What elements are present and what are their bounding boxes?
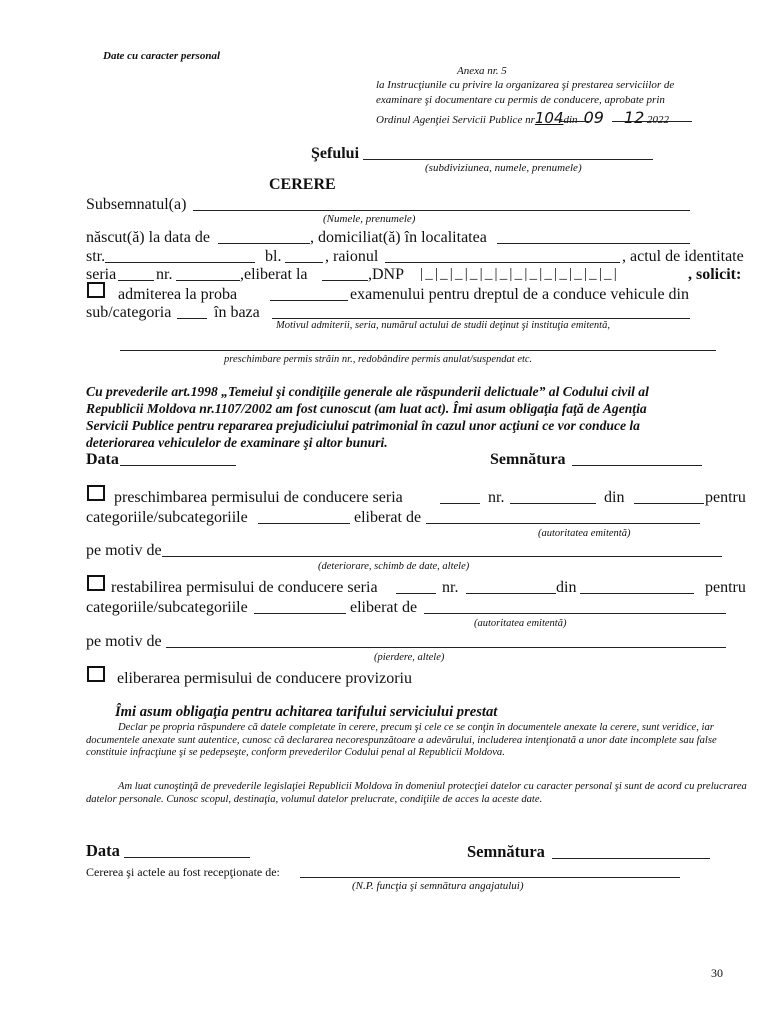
domicile-label: , domiciliat(ă) în localitatea bbox=[310, 229, 487, 246]
liability-signature-field[interactable] bbox=[572, 465, 702, 466]
annex-order-label: Ordinul Agenţiei Servicii Publice nr bbox=[376, 114, 535, 126]
birth-date-field[interactable] bbox=[218, 243, 310, 244]
exchange-reason-field[interactable] bbox=[162, 556, 722, 557]
number-label: nr. bbox=[156, 266, 173, 283]
received-by-label: Cererea şi actele au fost recepţionate de: bbox=[86, 865, 280, 879]
restore-for-label: pentru bbox=[705, 579, 746, 596]
exam-category-field[interactable] bbox=[177, 318, 207, 319]
exchange-categories-label: categoriile/subcategoriile bbox=[86, 509, 248, 526]
restore-issuer-field[interactable] bbox=[424, 613, 726, 614]
exam-checkbox[interactable] bbox=[87, 282, 105, 298]
annex-order-number: 104 bbox=[534, 109, 564, 127]
series-label: seria bbox=[86, 266, 117, 283]
annex-order-underline bbox=[560, 121, 590, 122]
exchange-from-label: din bbox=[604, 489, 625, 506]
annex-line-2: examinare şi documentare cu permis de conducere, aprobate prin bbox=[376, 94, 665, 106]
district-field[interactable] bbox=[385, 262, 620, 263]
exam-text-3: sub/categoria bbox=[86, 304, 172, 321]
id-number-field[interactable] bbox=[176, 280, 240, 281]
annex-month: 12 bbox=[623, 108, 645, 127]
restore-checkbox[interactable] bbox=[87, 575, 105, 591]
restore-number-field[interactable] bbox=[466, 593, 556, 594]
name-field[interactable] bbox=[193, 210, 690, 211]
liability-line-1: Cu prevederile art.1998 „Temeiul şi condiţiile generale ale răspunderii delictuale” al Codului civil al bbox=[86, 384, 649, 399]
received-by-field[interactable] bbox=[300, 877, 680, 878]
block-field[interactable] bbox=[285, 262, 323, 263]
restore-from-label: din bbox=[556, 579, 577, 596]
request-label: , solicit: bbox=[688, 266, 742, 283]
footer-signature-field[interactable] bbox=[552, 858, 710, 859]
id-document-label: , actul de identitate bbox=[622, 248, 744, 265]
exchange-authority-hint: (autoritatea emitentă) bbox=[538, 528, 631, 539]
liability-date-label: Data bbox=[86, 451, 119, 468]
liability-line-2: Republicii Moldova nr.1107/2002 am fost cunoscut (am luat act). Îmi asum obligaţia faţă de Agenţia bbox=[86, 401, 647, 416]
id-series-field[interactable] bbox=[118, 280, 154, 281]
personal-data-note: Date cu caracter personal bbox=[103, 50, 221, 62]
exchange-text-1: preschimbarea permisului de conducere seria bbox=[114, 489, 403, 506]
payment-heading: Îmi asum obligaţia pentru achitarea tarifului serviciului prestat bbox=[115, 704, 498, 720]
declaration-paragraph-1: Declar pe propria răspundere că datele completate în cerere, precum şi cele ce se conţin în documentele anexate la cerere, sunt veridice, iar documentele anexate sunt autentice, cunosc că declararea necorespunzătoare a adevărului, includerea intenţionată a unor date incomplete sau false constituie infracţiune şi se pedepseşte, conform prevederilor Codului penal al Republicii Moldova. bbox=[86, 722, 717, 759]
annex-line-3 bbox=[376, 110, 669, 126]
district-label: , raionul bbox=[325, 248, 379, 265]
exchange-date-field[interactable] bbox=[634, 503, 704, 504]
provisional-text: eliberarea permisului de conducere provizoriu bbox=[117, 670, 412, 687]
exam-text-1: admiterea la proba bbox=[118, 286, 238, 303]
issue-date-field[interactable] bbox=[322, 280, 368, 281]
name-hint: (Numele, prenumele) bbox=[323, 213, 416, 225]
addressee-label: Şefului bbox=[311, 145, 360, 162]
dnp-cells[interactable]: |_|_|_|_|_|_|_|_|_|_|_|_|_| bbox=[420, 266, 619, 282]
exam-test-field[interactable] bbox=[270, 300, 348, 301]
restore-categories-label: categoriile/subcategoriile bbox=[86, 599, 248, 616]
liability-line-3: Servicii Publice pentru repararea prejudiciului patrimonial în cazul unor acţiuni ce vor conduce la bbox=[86, 418, 640, 433]
exchange-number-field[interactable] bbox=[510, 503, 596, 504]
restore-reason-label: pe motiv de bbox=[86, 633, 162, 650]
restore-reason-hint: (pierdere, altele) bbox=[374, 652, 445, 663]
exchange-series-field[interactable] bbox=[440, 503, 480, 504]
restore-categories-field[interactable] bbox=[254, 613, 346, 614]
exchange-checkbox[interactable] bbox=[87, 485, 105, 501]
exchange-categories-field[interactable] bbox=[258, 523, 350, 524]
exam-text-4: în baza bbox=[214, 304, 260, 321]
annex-title: Anexa nr. 5 bbox=[457, 65, 507, 77]
declaration-paragraph-2: Am luat cunoştinţă de prevederile legislaţiei Republicii Moldova în domeniul protecţiei datelor cu caracter personal şi sunt de acord cu prelucrarea datelor personale. Cunosc scopul, destinaţia, volumul datelor prelucrate, condiţiile de acces la aceste date. bbox=[86, 781, 747, 805]
restore-date-field[interactable] bbox=[580, 593, 694, 594]
exchange-nr-label: nr. bbox=[488, 489, 505, 506]
annex-year: 2022 bbox=[647, 114, 670, 126]
exchange-issuer-field[interactable] bbox=[426, 523, 700, 524]
provisional-checkbox[interactable] bbox=[87, 666, 105, 682]
addressee-field[interactable] bbox=[363, 159, 653, 160]
annex-day: 09 bbox=[583, 108, 604, 127]
block-label: bl. bbox=[265, 248, 282, 265]
exchange-reason-hint: (deteriorare, schimb de date, altele) bbox=[318, 561, 470, 572]
received-by-hint: (N.P. funcţia şi semnătura angajatului) bbox=[352, 880, 524, 892]
restore-issued-by-label: eliberat de bbox=[350, 599, 418, 616]
liability-line-4: deteriorarea vehiculelor de examinare şi altor bunuri. bbox=[86, 435, 388, 450]
exam-basis-field[interactable] bbox=[272, 318, 690, 319]
liability-date-field[interactable] bbox=[120, 465, 236, 466]
annex-date-underline bbox=[612, 121, 692, 122]
restore-authority-hint: (autoritatea emitentă) bbox=[474, 618, 567, 629]
form-title: CERERE bbox=[269, 176, 336, 193]
restore-text-1: restabilirea permisului de conducere seria bbox=[111, 579, 378, 596]
exam-hint-1: Motivul admiterii, seria, numărul actului de studii deţinut şi instituţia emitentă, bbox=[276, 320, 610, 331]
footer-signature-label: Semnătura bbox=[467, 842, 545, 861]
footer-date-field[interactable] bbox=[124, 857, 250, 858]
exchange-for-label: pentru bbox=[705, 489, 746, 506]
exam-basis-field-2[interactable] bbox=[120, 350, 716, 351]
street-label: str. bbox=[86, 248, 106, 265]
born-label: născut(ă) la data de bbox=[86, 229, 210, 246]
dnp-label: ,DNP bbox=[368, 266, 405, 283]
locality-field[interactable] bbox=[497, 243, 690, 244]
addressee-hint: (subdiviziunea, numele, prenumele) bbox=[425, 162, 582, 174]
street-field[interactable] bbox=[105, 262, 255, 263]
exchange-reason-label: pe motiv de bbox=[86, 542, 162, 559]
restore-nr-label: nr. bbox=[442, 579, 459, 596]
exam-text-2: examenului pentru dreptul de a conduce vehicule din bbox=[350, 286, 689, 303]
footer-date-label: Data bbox=[86, 841, 120, 860]
exchange-issued-by-label: eliberat de bbox=[354, 509, 422, 526]
exam-hint-2: preschimbare permis străin nr., redobândire permis anulat/suspendat etc. bbox=[224, 354, 533, 365]
undersigned-label: Subsemnatul(a) bbox=[86, 196, 187, 213]
restore-reason-field[interactable] bbox=[166, 647, 726, 648]
issued-at-label: ,eliberat la bbox=[240, 266, 308, 283]
annex-line-1: la Instrucţiunile cu privire la organizarea şi prestarea serviciilor de bbox=[376, 79, 675, 91]
annex-from-label: din bbox=[563, 114, 578, 126]
page-number: 30 bbox=[711, 966, 723, 980]
liability-signature-label: Semnătura bbox=[490, 451, 566, 468]
restore-series-field[interactable] bbox=[396, 593, 436, 594]
